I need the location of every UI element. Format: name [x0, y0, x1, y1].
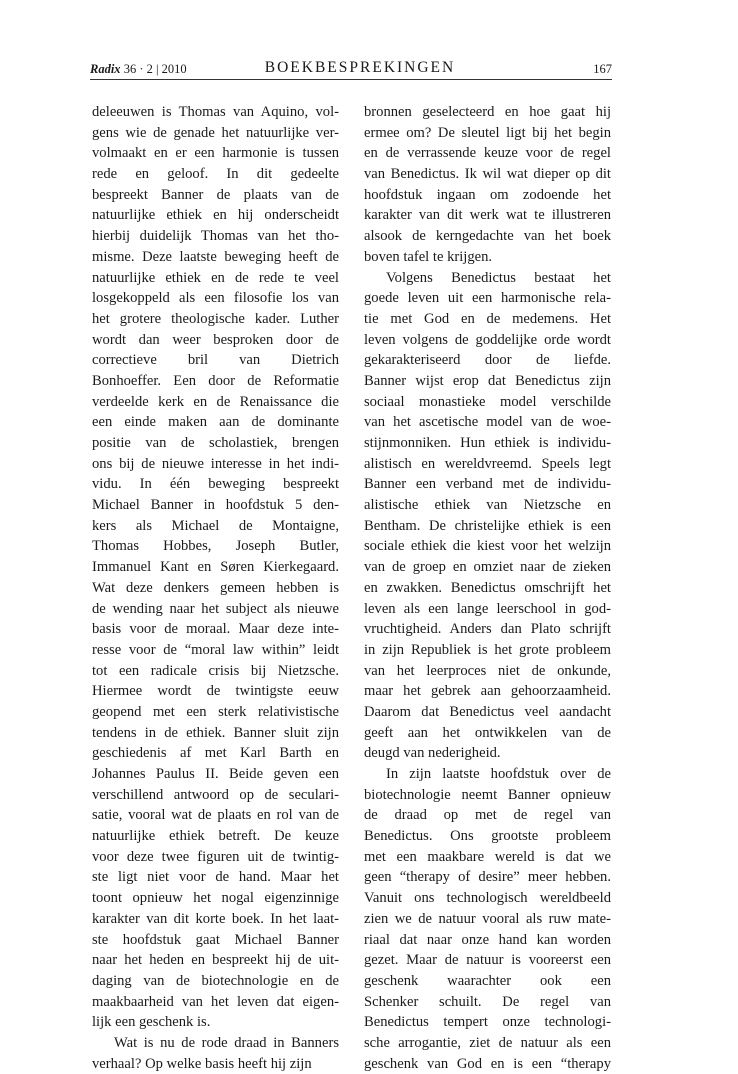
text-line: gezet. Maar de natuur is vooreerst een — [364, 952, 611, 969]
text-line: volmaakt en er een harmonie is tussen — [92, 145, 339, 162]
text-line: deugd van nederigheid. — [364, 745, 501, 762]
text-line: alistisch en wereldvreemd. Speels legt — [364, 455, 611, 472]
text-line: lijk een geschenk is. — [92, 1014, 211, 1031]
text-line: Michael Banner in hoofdstuk 5 den- — [92, 497, 339, 514]
text-line: met een maakbare wereld is dat we — [364, 848, 611, 865]
text-line: deleeuwen is Thomas van Aquino, vol- — [92, 104, 339, 120]
text-line: van de groep en omziet naar de zieken — [364, 559, 611, 576]
text-line: positie van de scholastiek, brengen — [92, 435, 339, 451]
text-line: Benedictus tempert onze technologi- — [364, 1014, 611, 1031]
text-line: rede en geloof. In dit gedeelte — [92, 166, 339, 183]
text-line: Immanuel Kant en Søren Kierkegaard. — [92, 559, 339, 576]
text-line: naar het heden en bespreekt hij de uit- — [92, 952, 339, 969]
text-line: geschiedenis af met Karl Barth en — [92, 745, 339, 762]
text-line: en zwakken. Benedictus omschrijft het — [364, 579, 611, 596]
text-line: leven volgens de goddelijke orde wordt — [364, 331, 611, 348]
text-line: voor deze twee figuren uit de twintig- — [92, 848, 339, 865]
text-line: tendens in de ethiek. Banner sluit zijn — [92, 724, 339, 741]
text-line: tie met God en de medemens. Het — [364, 310, 611, 327]
text-line: maar het gebrek aan gehoorzaamheid. — [364, 683, 611, 700]
text-line: Wat deze denkers gemeen hebben is — [92, 579, 339, 596]
text-line: In zijn laatste hoofdstuk over de — [386, 766, 611, 782]
text-line: bespreekt Banner de plaats van de — [92, 186, 339, 203]
left-column — [92, 102, 339, 1074]
text-line: ste ligt niet voor de hand. Maar het — [92, 869, 339, 886]
text-line: alsook de kerngedachte van het boek — [364, 228, 611, 245]
text-line: gens wie de genade het natuurlijke ver- — [92, 124, 339, 141]
text-line: een einde maken aan de dominante — [92, 414, 339, 431]
text-line: hierbij duidelijk Thomas van het tho- — [92, 228, 339, 245]
text-line: Volgens Benedictus bestaat het — [386, 269, 611, 286]
text-line: van het ascetische model van de woe- — [364, 414, 611, 431]
journal-issue: 36 · 2 | 2010 — [123, 62, 187, 76]
text-line: sociaal monastieke model verschilde — [364, 393, 611, 410]
text-line: toont opnieuw het nogal eigenzinnige — [92, 890, 339, 907]
text-line: daging van de biotechnologie en de — [92, 972, 339, 989]
text-line: natuurlijke ethiek betreft. De keuze — [92, 828, 339, 845]
text-line: zien we de natuur vooral als ruw mate- — [364, 910, 611, 927]
text-line: riaal dat naar onze hand kan worden — [364, 931, 611, 948]
text-line: geen “therapy of desire” meer hebben. — [364, 869, 611, 886]
text-line: Schenker schuilt. De regel van — [364, 993, 611, 1010]
text-line: vruchtigheid. Anders dan Plato schrijft — [364, 621, 611, 638]
text-line: Daarom dat Benedictus veel aandacht — [364, 703, 611, 720]
text-line: gekarakteriseerd door de liefde. — [364, 352, 611, 369]
text-line: Bentham. De christelijke ethiek is een — [364, 517, 611, 534]
text-line: ermee om? De sleutel ligt bij het begin — [364, 124, 611, 141]
text-line: geeft aan het ontwikkelen van de — [364, 724, 611, 741]
text-line: maakbaarheid van het leven dat eigen- — [92, 993, 339, 1010]
text-line: Johannes Paulus II. Beide geven een — [92, 766, 339, 782]
text-line: vidu. In één beweging bespreekt — [92, 476, 339, 493]
text-line: de draad op met de regel van — [364, 807, 611, 824]
page-number: 167 — [593, 62, 612, 76]
text-line: geopend met een sterk relativistische — [92, 703, 339, 720]
text-line: geschenk waarachter ook een — [364, 972, 611, 989]
text-line: Benedictus. Ons grootste probleem — [364, 828, 611, 845]
text-line: verschillend antwoord op de seculari- — [92, 786, 339, 803]
text-line: de wending naar het subject als nieuwe — [92, 600, 339, 617]
text-line: hoofdstuk ingaan om zodoende het — [364, 186, 611, 203]
text-line: ste hoofdstuk gaat Michael Banner — [92, 931, 339, 948]
text-line: Banner een verband met de individu- — [364, 476, 611, 493]
text-line: biotechnologie neemt Banner opnieuw — [364, 786, 611, 803]
text-line: boven tafel te krijgen. — [364, 248, 493, 265]
text-line: en de verrassende keuze voor de regel — [364, 145, 611, 162]
text-line: wordt dan weer besproken door de — [92, 331, 339, 348]
text-line: Banner wijst erop dat Benedictus zijn — [364, 372, 611, 389]
text-line: van het leerproces niet de onkunde, — [364, 662, 611, 679]
text-line: ons bij de nieuwe interesse in het indi- — [92, 455, 339, 472]
text-line: karakter van dit korte boek. In het laat- — [92, 910, 339, 927]
text-line: in zijn Republiek is het grote probleem — [364, 641, 611, 658]
text-line: bronnen geselecteerd en hoe gaat hij — [364, 104, 611, 120]
header-rule — [90, 79, 612, 80]
text-line: sociale ethiek die kiest voor het welzijn — [364, 538, 611, 555]
text-line: stijnmonniken. Hun ethiek is individu- — [364, 435, 611, 451]
text-line: karakter van dit werk wat te illustreren — [364, 207, 611, 224]
text-line: basis voor de moraal. Maar deze inte- — [92, 621, 339, 638]
text-line: leven als een lange leerschool in god- — [364, 600, 611, 617]
running-header — [90, 58, 610, 80]
right-column — [364, 102, 611, 1074]
journal-name: Radix — [90, 62, 121, 76]
text-line: sche arrogantie, ziet de natuur als een — [364, 1034, 611, 1051]
text-line: alistische ethiek van Nietzsche en — [364, 497, 611, 514]
text-line: verhaal? Op welke basis heeft hij zijn — [92, 1055, 312, 1072]
text-line: tot een radicale crisis bij Nietzsche. — [92, 662, 339, 679]
text-line: Wat is nu de rode draad in Banners — [114, 1034, 339, 1051]
text-line: satie, vooral wat de plaats en rol van de — [92, 807, 339, 824]
text-line: Hiermee wordt de twintigste eeuw — [92, 683, 339, 700]
text-line: resse voor de “moral law within” leidt — [92, 641, 339, 658]
text-line: goede leven uit een harmonische rela- — [364, 290, 611, 307]
text-line: Vanuit ons technologisch wereldbeeld — [364, 890, 611, 907]
text-line: geschenk van God en is een “therapy — [364, 1055, 611, 1072]
text-line: natuurlijke ethiek en de rede te veel — [92, 269, 339, 286]
text-line: Thomas Hobbes, Joseph Butler, — [92, 538, 339, 555]
text-line: het grotere theologische kader. Luther — [92, 310, 339, 327]
text-line: natuurlijke ethiek en hij onderscheidt — [92, 207, 339, 224]
text-line: kers als Michael de Montaigne, — [92, 517, 339, 534]
text-line: misme. Deze laatste beweging heeft de — [92, 248, 339, 265]
text-line: Bonhoeffer. Een door de Reformatie — [92, 372, 339, 389]
section-title: BOEKBESPREKINGEN — [264, 59, 456, 76]
text-line: verdeelde kerk en de Renaissance die — [92, 393, 339, 410]
text-line: losgekoppeld als een filosofie los van — [92, 290, 339, 307]
text-line: van Benedictus. Ik wil wat dieper op dit — [364, 166, 611, 183]
text-line: correctieve bril van Dietrich — [92, 352, 339, 369]
